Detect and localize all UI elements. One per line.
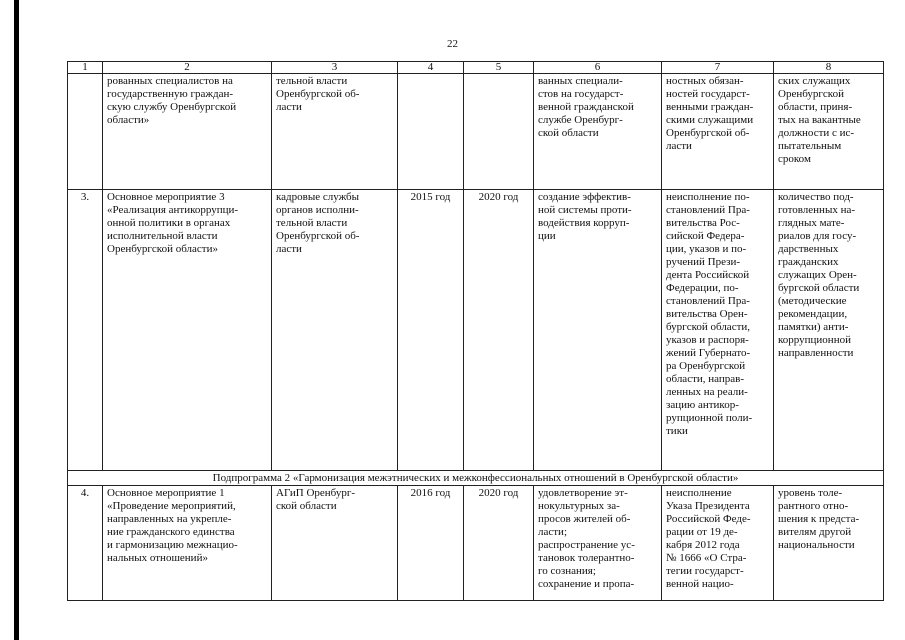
end-year <box>464 74 534 190</box>
column-header: 7 <box>662 62 774 74</box>
subprogram-title: Подпрограмма 2 «Гармонизация межэтнических и межконфессиональных отношений в Оренбургской области» <box>68 471 884 486</box>
page-number: 22 <box>447 38 458 50</box>
row-number: 4. <box>68 486 103 601</box>
expected-result: удовлетворение эт- нокультурных за- просов жителей об- ласти; распространение ус- тановок толерантно- го сознания; сохранение и пропа- <box>534 486 662 601</box>
start-year: 2015 год <box>398 190 464 471</box>
activity-name: Основное мероприятие 3 «Реализация антикоррупци- онной политики в органах исполнительной власти Оренбургской области» <box>103 190 272 471</box>
consequences: неисполнение Указа Президента Российской Феде- рации от 19 де- кабря 2012 года № 1666 «О Стра- тегии государст- венной нацио- <box>662 486 774 601</box>
start-year <box>398 74 464 190</box>
table-row <box>68 486 884 601</box>
responsible-executor: тельной власти Оренбургской об- ласти <box>272 74 398 190</box>
column-number-row <box>68 62 884 74</box>
start-year: 2016 год <box>398 486 464 601</box>
responsible-executor: кадровые службы органов исполни- тельной власти Оренбургской об- ласти <box>272 190 398 471</box>
column-header: 6 <box>534 62 662 74</box>
end-year: 2020 год <box>464 486 534 601</box>
column-header: 2 <box>103 62 272 74</box>
consequences: ностных обязан- ностей государст- венными граждан- скими служащими Оренбургской об- ласти <box>662 74 774 190</box>
consequences: неисполнение по- становлений Пра- вительства Рос- сийской Федера- ции, указов и по- ручений Прези- дента Российской Федерации, по- становлений Пра- вительства Орен- бургской области, указов и распоря- жений Губернато- ра Оренбургской области, направ- ленных на реали- зацию антикор- рупционной поли- тики <box>662 190 774 471</box>
indicator: уровень толе- рантного отно- шения к предста- вителям другой национальности <box>774 486 884 601</box>
end-year: 2020 год <box>464 190 534 471</box>
column-header: 8 <box>774 62 884 74</box>
column-header: 4 <box>398 62 464 74</box>
column-header: 3 <box>272 62 398 74</box>
table-row <box>68 190 884 471</box>
table-row <box>68 74 884 190</box>
indicator: количество под- готовленных на- глядных мате- риалов для госу- дарственных гражданских служащих Орен- бургской области (методические рекомендации, памятки) анти- коррупционной направленности <box>774 190 884 471</box>
responsible-executor: АГиП Оренбург- ской области <box>272 486 398 601</box>
column-header: 1 <box>68 62 103 74</box>
expected-result: ванных специали- стов на государст- венной гражданской службе Оренбург- ской области <box>534 74 662 190</box>
subprogram-row <box>68 471 884 486</box>
row-number: 3. <box>68 190 103 471</box>
expected-result: создание эффектив- ной системы проти- водействия корруп- ции <box>534 190 662 471</box>
activity-name: Основное мероприятие 1 «Проведение мероприятий, направленных на укрепле- ние гражданского единства и гармонизацию межнацио- нальных отношений» <box>103 486 272 601</box>
activity-name: рованных специалистов на государственную граждан- скую службу Оренбургской области» <box>103 74 272 190</box>
column-header: 5 <box>464 62 534 74</box>
indicator: ских служащих Оренбургской области, приня- тых на вакантные должности с ис- пытательным сроком <box>774 74 884 190</box>
page-edge-bar <box>14 0 19 640</box>
program-table <box>67 61 884 601</box>
row-number <box>68 74 103 190</box>
